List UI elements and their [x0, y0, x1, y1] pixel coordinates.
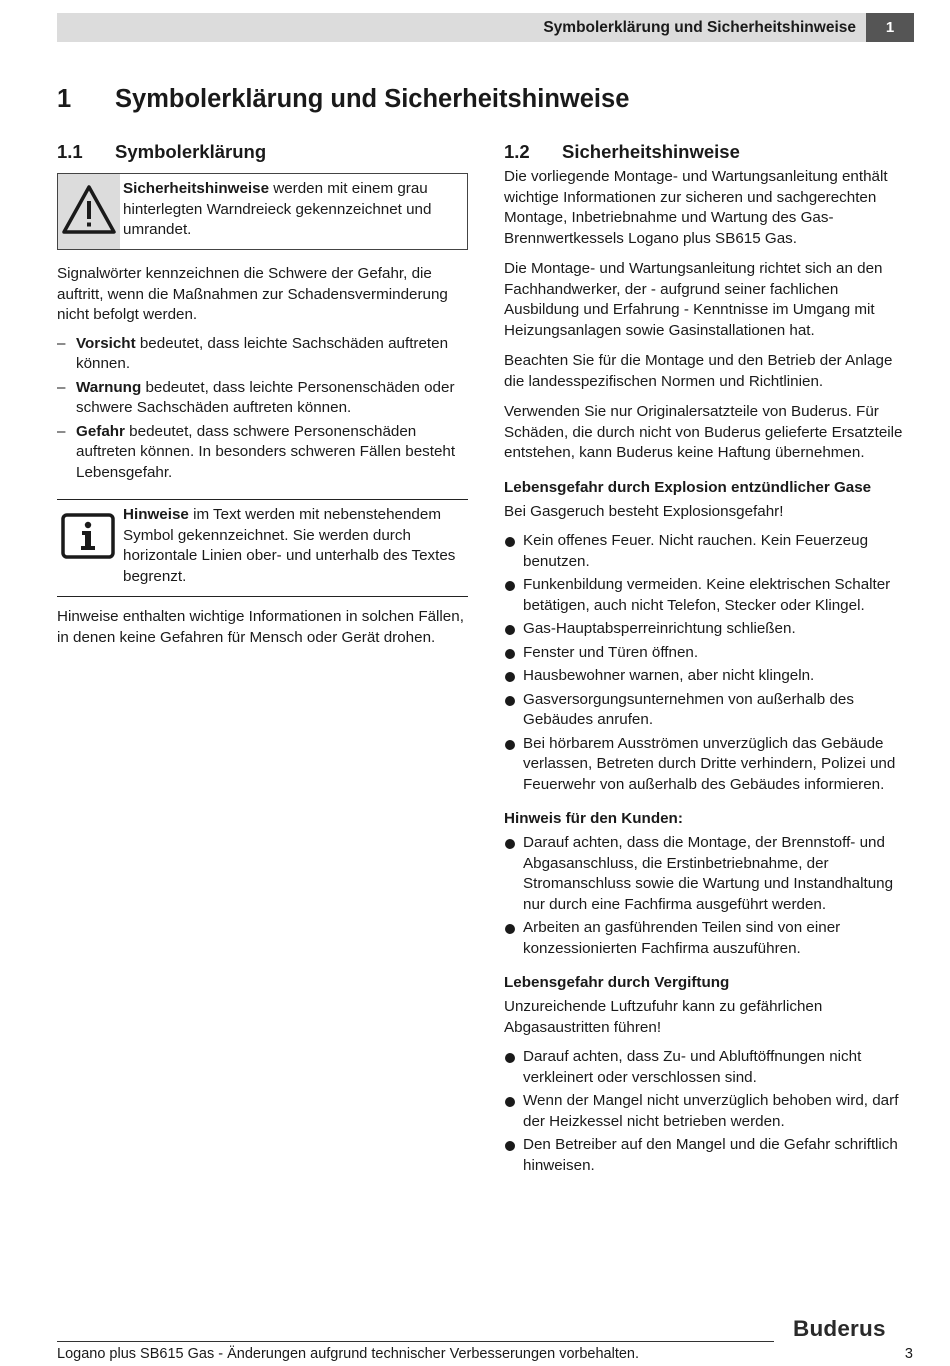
section-number: 1.2 — [504, 141, 530, 162]
explosion-list — [504, 531, 914, 795]
list-item — [504, 643, 914, 664]
running-header-title: Symbolerklärung und Sicherheitshinweise — [543, 19, 856, 36]
warning-box-bold: Sicherheitshinweise — [123, 180, 270, 197]
bullet-dot — [505, 625, 515, 635]
info-outro: Hinweise enthalten wichtige Informationen in solchen Fällen, in denen keine Gefahren für Mensch oder Gerät drohen. — [57, 608, 464, 646]
paragraph: Die Montage- und Wartungsanleitung richtet sich an den Fachhandwerker, der - aufgrund seiner fachlichen Ausbildung und Erfahrung - Kenntnisse im Umgang mit Heizungsanlagen sowie Gasinstallationen hat. — [504, 260, 883, 339]
list-item-text: Arbeiten an gasführenden Teilen sind von einer konzessionierten Fachfirma auszuführen. — [523, 919, 841, 957]
list-item-text: Fenster und Türen öffnen. — [523, 643, 699, 661]
poisoning-intro: Unzureichende Luftzufuhr kann zu gefährlichen Abgasaustritten führen! — [504, 998, 823, 1036]
chapter-title — [57, 83, 629, 115]
list-item — [504, 734, 914, 796]
list-item — [504, 666, 914, 687]
chapter-number-tab: 1 — [866, 13, 914, 42]
bullet-dot — [505, 696, 515, 706]
signal-word: Warnung — [76, 378, 142, 396]
signal-word-description: bedeutet, dass leichte Sachschäden auftreten können. — [76, 334, 449, 372]
list-item-text: Bei hörbarem Ausströmen unverzüglich das Gebäude verlassen, Betreten durch Dritte verhindern, Polizei und Feuerwehr von außerhalb des Gebäudes informieren. — [523, 734, 896, 793]
info-box-body: im Text werden mit nebenstehendem Symbol gekennzeichnet. Sie werden durch horizontale Linien ober- und unterhalb des Textes begrenzt. — [123, 506, 456, 585]
list-item-text: Funkenbildung vermeiden. Keine elektrischen Schalter betätigen, auch nicht Telefon, Stecker oder Klingel. — [523, 576, 891, 614]
list-item — [504, 833, 914, 915]
list-item-text: Hausbewohner warnen, aber nicht klingeln. — [523, 667, 815, 684]
info-note-box — [57, 499, 468, 597]
bullet-dot — [505, 740, 515, 750]
dash-marker: – — [57, 422, 66, 440]
dash-marker: – — [57, 378, 66, 396]
list-item — [504, 575, 914, 616]
list-item-text: Den Betreiber auf den Mangel und die Gefahr schriftlich hinweisen. — [523, 1136, 898, 1174]
info-box-bold: Hinweise — [123, 506, 189, 523]
warning-icon-background — [58, 174, 120, 249]
list-item — [504, 1047, 914, 1088]
poisoning-list — [504, 1047, 914, 1176]
paragraph: Beachten Sie für die Montage und den Betrieb der Anlage die landesspezifischen Normen und Richtlinien. — [504, 352, 893, 390]
customer-heading: Hinweis für den Kunden: — [504, 810, 683, 827]
warning-triangle-icon — [61, 184, 117, 236]
list-item — [57, 334, 468, 375]
right-column — [504, 140, 914, 1176]
chapter-title-text: Symbolerklärung und Sicherheitshinweise — [115, 85, 630, 113]
list-item — [504, 1135, 914, 1176]
info-icon — [60, 512, 116, 560]
list-item — [57, 378, 468, 419]
list-item-text: Wenn der Mangel nicht unverzüglich behoben wird, darf der Heizkessel nicht betrieben werden. — [523, 1092, 899, 1130]
explosion-intro: Bei Gasgeruch besteht Explosionsgefahr! — [504, 502, 784, 520]
page-number: 3 — [904, 1346, 913, 1362]
signal-word: Gefahr — [76, 422, 125, 440]
customer-list — [504, 833, 914, 959]
list-item — [504, 918, 914, 959]
list-item — [504, 619, 914, 640]
list-item-text: Darauf achten, dass die Montage, der Brennstoff- und Abgasanschluss, die Erstinbetriebnahme, der Stromanschluss sowie die Wartung und Instandhaltung nur durch eine Fachfirma ausgeführt werden. — [523, 834, 894, 913]
poisoning-heading: Lebensgefahr durch Vergiftung — [504, 974, 730, 991]
list-item — [504, 531, 914, 572]
signal-words-intro: Signalwörter kennzeichnen die Schwere der Gefahr, die auftritt, wenn die Maßnahmen zur Schadensverminderung nicht befolgt werden. — [57, 265, 448, 323]
signal-word-description: bedeutet, dass leichte Personenschäden oder schwere Sachschäden auftreten können. — [76, 378, 455, 416]
signal-word-description: bedeutet, dass schwere Personenschäden auftreten können. In besonders schweren Fällen besteht Lebensgefahr. — [76, 422, 456, 481]
list-item-text: Gasversorgungsunternehmen von außerhalb des Gebäudes anrufen. — [523, 690, 854, 728]
list-item — [504, 690, 914, 731]
signal-word: Vorsicht — [76, 334, 136, 352]
bullet-dot — [505, 1097, 515, 1107]
running-header — [57, 13, 914, 42]
section-title: Symbolerklärung — [115, 141, 267, 162]
section-heading-1-2 — [504, 140, 914, 164]
bullet-dot — [505, 839, 515, 849]
list-item — [504, 1091, 914, 1132]
bullet-dot — [505, 924, 515, 934]
bullet-dot — [505, 537, 515, 547]
bullet-dot — [505, 1053, 515, 1063]
bullet-dot — [505, 581, 515, 591]
paragraph: Verwenden Sie nur Originalersatzteile von Buderus. Für Schäden, die durch nicht von Buderus gelieferte Ersatzteile entstehen, kann Buderus keine Haftung übernehmen. — [504, 403, 903, 461]
bullet-dot — [505, 672, 515, 682]
list-item-text: Kein offenes Feuer. Nicht rauchen. Kein Feuerzeug benutzen. — [523, 532, 869, 570]
list-item-text: Gas-Hauptabsperreinrichtung schließen. — [523, 620, 796, 637]
section-heading-1-1 — [57, 140, 468, 164]
warning-box-text — [123, 179, 459, 241]
chapter-title-number: 1 — [57, 85, 72, 113]
paragraph: Die vorliegende Montage- und Wartungsanleitung enthält wichtige Informationen zur sicheren und sachgerechten Montage, Inbetriebnahme und Wartung des Gas-Brennwertkessels Logano plus SB615 Gas. — [504, 168, 888, 247]
left-column — [57, 140, 468, 648]
footer-text: Logano plus SB615 Gas - Änderungen aufgrund technischer Verbesserungen vorbehalten. — [57, 1346, 640, 1362]
info-box-text — [123, 505, 460, 587]
warning-box-body: werden mit einem grau hinterlegten Warndreieck gekennzeichnet und umrandet. — [123, 180, 432, 238]
bullet-dot — [505, 649, 515, 659]
bullet-dot — [505, 1141, 515, 1151]
section-number: 1.1 — [57, 141, 83, 162]
section-title: Sicherheitshinweise — [562, 141, 740, 162]
list-item-text: Darauf achten, dass Zu- und Abluftöffnungen nicht verkleinert oder verschlossen sind. — [523, 1048, 862, 1086]
dash-marker: – — [57, 334, 66, 352]
warning-symbol-box — [57, 173, 468, 250]
footer-divider — [57, 1341, 774, 1342]
explosion-heading: Lebensgefahr durch Explosion entzündlicher Gase — [504, 478, 872, 496]
list-item — [57, 422, 468, 484]
signal-words-list — [57, 334, 468, 484]
buderus-logo: Buderus — [793, 1316, 886, 1341]
